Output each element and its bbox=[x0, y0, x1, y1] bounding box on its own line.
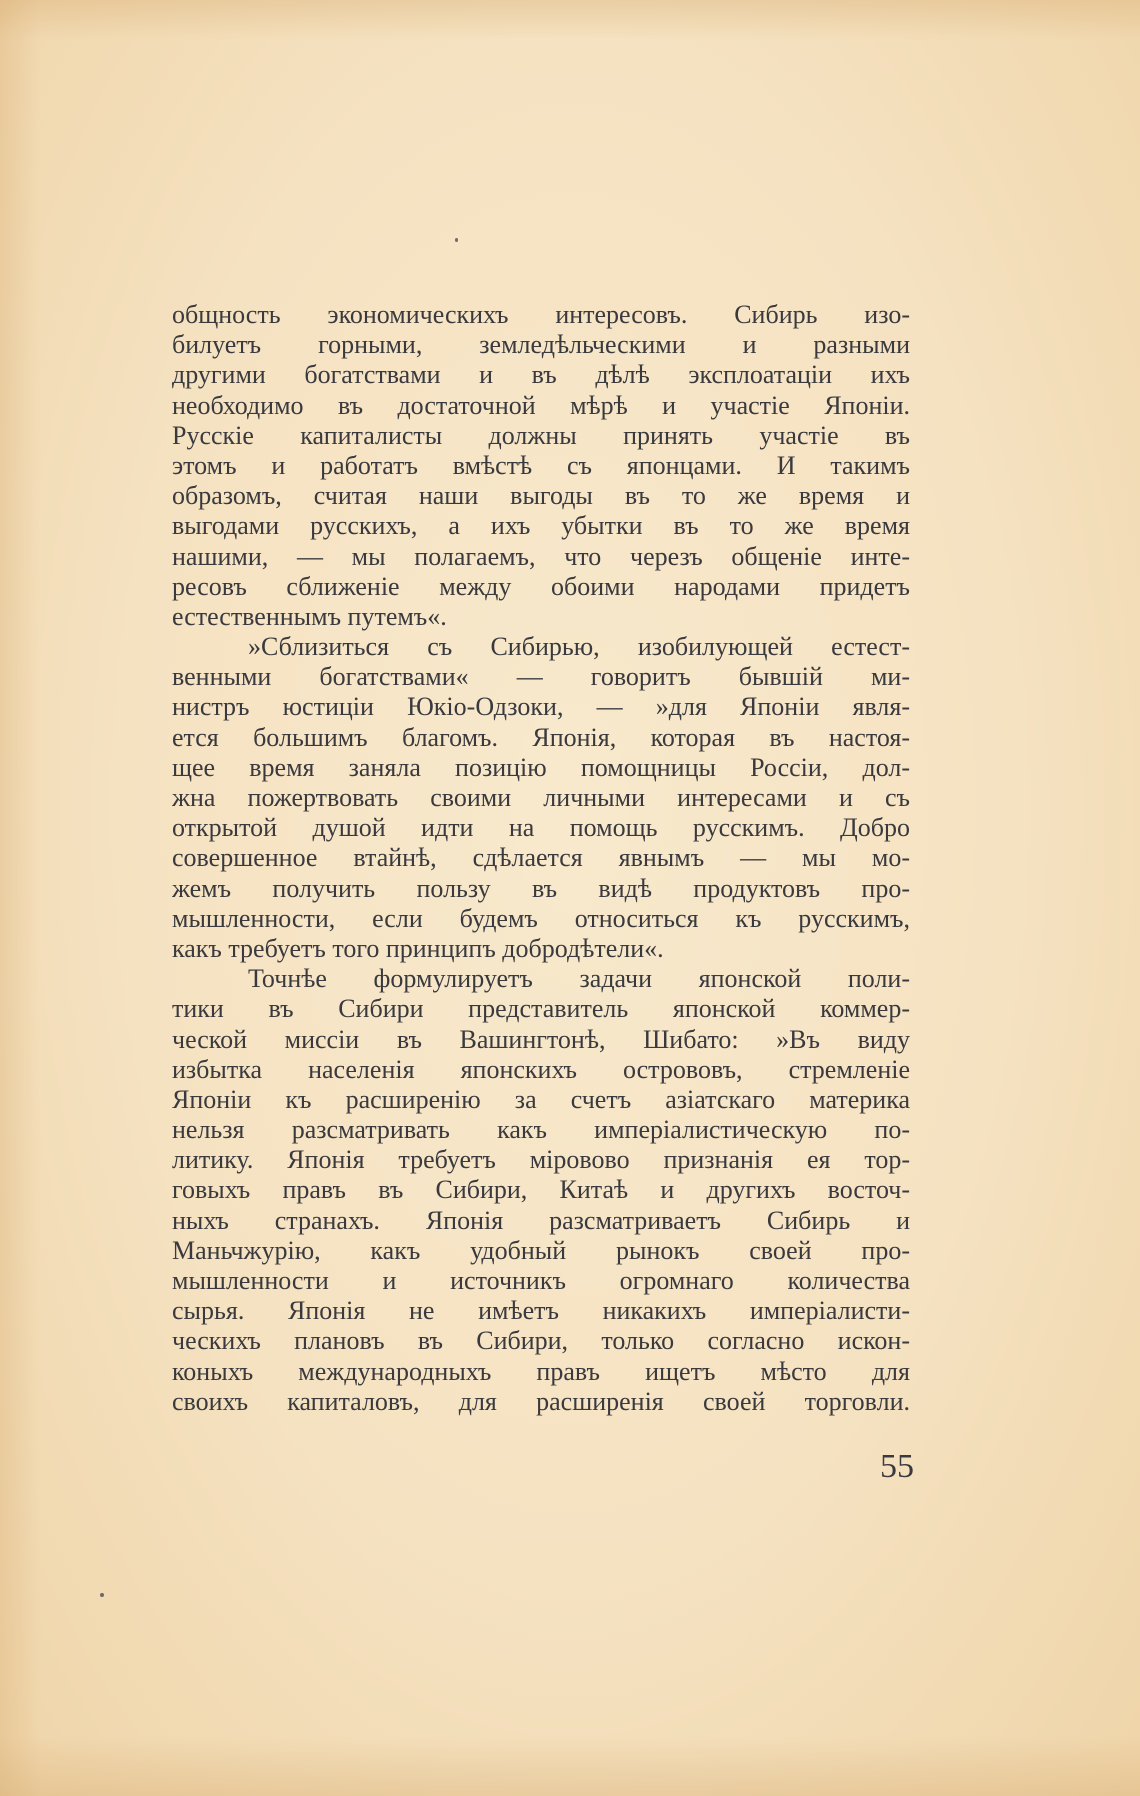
text-line: естественнымъ путемъ«. bbox=[172, 601, 447, 631]
text-line: выгодами русскихъ, а ихъ убытки въ то же время bbox=[172, 511, 910, 541]
text-line: Маньчжурію, какъ удобный рынокъ своей про- bbox=[172, 1235, 910, 1265]
text-line: нашими, — мы полагаемъ, что черезъ общеніе инте- bbox=[172, 541, 910, 571]
text-line: Японіи къ расширенію за счетъ азіатскаго материка bbox=[172, 1084, 910, 1114]
text-line: мышленности и источникъ огромнаго количества bbox=[172, 1266, 910, 1295]
page-edge-shadow-top bbox=[0, 0, 1140, 40]
text-line: мышленности, если будемъ относиться къ русскимъ, bbox=[172, 903, 910, 933]
text-line: необходимо въ достаточной мѣрѣ и участіе Японіи. bbox=[172, 390, 910, 420]
text-line: сырья. Японія не имѣетъ никакихъ имперіалисти- bbox=[172, 1296, 910, 1326]
text-line: открытой душой идти на помощь русскимъ. Добро bbox=[172, 813, 910, 843]
paper-speck bbox=[100, 1593, 104, 1597]
text-line: Точнѣе формулируетъ задачи японской поли- bbox=[248, 964, 910, 994]
text-line: тики въ Сибири представитель японской коммер- bbox=[172, 994, 910, 1024]
body-text bbox=[172, 300, 910, 1417]
text-line: другими богатствами и въ дѣлѣ эксплоатаціи ихъ bbox=[172, 360, 910, 390]
text-line: билуетъ горными, земледѣльческими и разными bbox=[172, 330, 910, 360]
text-line: образомъ, считая наши выгоды въ то же время и bbox=[172, 481, 910, 511]
page-number: 55 bbox=[880, 1448, 914, 1485]
text-line: венными богатствами« — говоритъ бывшій ми- bbox=[172, 662, 910, 692]
text-line: ныхъ странахъ. Японія разсматриваетъ Сибирь и bbox=[172, 1205, 910, 1235]
text-line: ческихъ плановъ въ Сибири, только согласно искон- bbox=[172, 1326, 910, 1356]
text-line: »Сблизиться съ Сибирью, изобилующей естест- bbox=[248, 632, 910, 662]
paper-speck bbox=[455, 238, 458, 242]
text-line: своихъ капиталовъ, для расширенія своей торговли. bbox=[172, 1386, 910, 1416]
text-line: ресовъ сближеніе между обоими народами придетъ bbox=[172, 571, 910, 601]
page-edge-shadow-bottom bbox=[0, 1736, 1140, 1796]
text-line: жна пожертвовать своими личными интересами и съ bbox=[172, 783, 910, 812]
text-line: коныхъ международныхъ правъ ищетъ мѣсто для bbox=[172, 1356, 910, 1386]
text-line: этомъ и работатъ вмѣстѣ съ японцами. И такимъ bbox=[172, 450, 910, 480]
text-line: ется большимъ благомъ. Японія, которая въ настоя- bbox=[172, 722, 910, 752]
text-line: литику. Японія требуетъ міровово признанія ея тор- bbox=[172, 1145, 910, 1175]
text-line: общность экономическихъ интересовъ. Сибирь изо- bbox=[172, 300, 910, 329]
text-line: жемъ получить пользу въ видѣ продуктовъ про- bbox=[172, 873, 910, 903]
text-line: нельзя разсматривать какъ имперіалистическую по- bbox=[172, 1115, 910, 1145]
text-line: какъ требуетъ того принципъ добродѣтели«. bbox=[172, 933, 664, 963]
text-line: совершенное втайнѣ, сдѣлается явнымъ — мы мо- bbox=[172, 843, 910, 873]
text-line: щее время заняла позицію помощницы Россіи, дол- bbox=[172, 752, 910, 782]
page-edge-shadow-left bbox=[0, 0, 40, 1796]
text-line: ческой миссіи въ Вашингтонѣ, Шибато: »Въ виду bbox=[172, 1024, 910, 1054]
text-line: говыхъ правъ въ Сибири, Китаѣ и другихъ восточ- bbox=[172, 1175, 910, 1205]
text-line: Русскіе капиталисты должны принять участіе въ bbox=[172, 420, 910, 450]
text-line: избытка населенія японскихъ острововъ, стремленіе bbox=[172, 1054, 910, 1084]
text-line: нистръ юстиціи Юкіо-Одзоки, — »для Японіи явля- bbox=[172, 692, 910, 722]
